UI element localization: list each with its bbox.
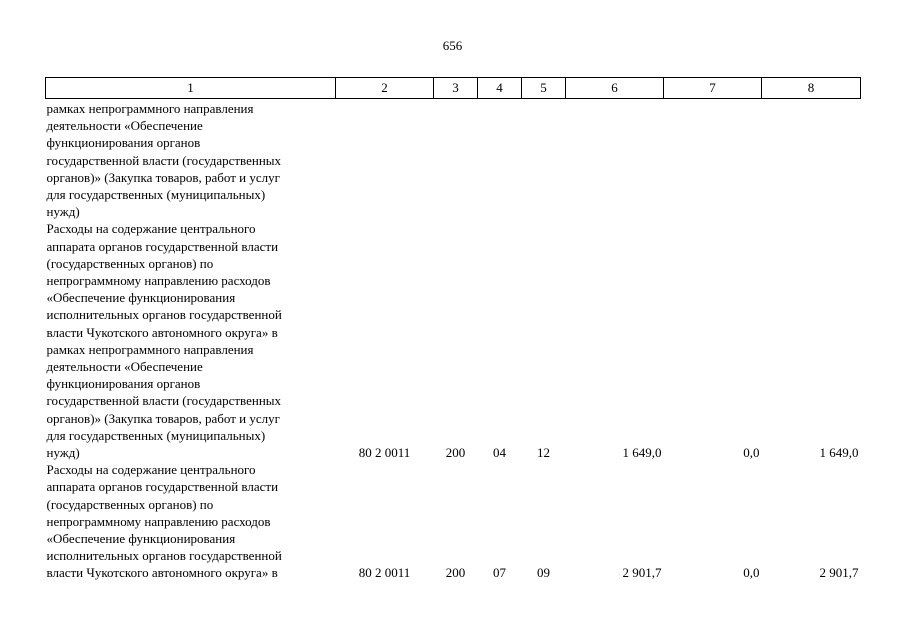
column-header-3: 3 (434, 78, 478, 99)
amount-col6-cell (566, 99, 664, 221)
amount-col6-cell: 1 649,0 (622, 445, 662, 461)
row-description: рамках непрограммного направления деятельности «Обеспечение функционирования органов государственной власти (государственных органов)» (Закупка товаров, работ и услуг для государственных (муниципальных) нужд) (46, 101, 282, 220)
amount-col8-cell: 1 649,0 (819, 445, 859, 461)
amount-col8-cell (762, 99, 861, 221)
section-cell: 04 (493, 445, 506, 461)
expense-type-cell (434, 99, 478, 221)
row-description: Расходы на содержание центрального аппарата органов государственной власти (государственных органов) по непрограммному направлению расходов «Обеспечение функционирования исполнительных органов государственной власти Чукотского автономного округа» в рамках непрограммного направления деятельности «Обеспечение функционирования органов государственной власти (государственных органов)» (Закупка товаров, работ и услуг для государственных (муниципальных) нужд) (46, 221, 282, 461)
table-header-row (46, 78, 861, 99)
table-row (46, 461, 861, 581)
section-cell (478, 99, 522, 221)
target-article-cell: 80 2 0011 (358, 445, 411, 461)
amount-col8-cell: 2 901,7 (819, 565, 859, 581)
target-article-cell (336, 99, 434, 221)
column-header-2: 2 (336, 78, 434, 99)
column-header-4: 4 (478, 78, 522, 99)
amount-col7-cell: 0,0 (743, 565, 760, 581)
budget-table (45, 77, 861, 582)
expense-type-cell: 200 (445, 445, 466, 461)
table-row (46, 99, 861, 221)
row-description: Расходы на содержание центрального аппарата органов государственной власти (государственных органов) по непрограммному направлению расходов «Обеспечение функционирования исполнительных органов государственной власти Чукотского автономного округа» в (46, 462, 282, 581)
column-header-1: 1 (46, 78, 336, 99)
target-article-cell: 80 2 0011 (358, 565, 411, 581)
page-number: 656 (442, 38, 463, 53)
column-header-7: 7 (664, 78, 762, 99)
section-cell: 07 (493, 565, 506, 581)
column-header-6: 6 (566, 78, 664, 99)
subsection-cell (522, 99, 566, 221)
subsection-cell: 12 (537, 445, 550, 461)
amount-col7-cell (664, 99, 762, 221)
column-header-8: 8 (762, 78, 861, 99)
amount-col6-cell: 2 901,7 (622, 565, 662, 581)
table-row (46, 220, 861, 461)
expense-type-cell: 200 (445, 565, 466, 581)
column-header-5: 5 (522, 78, 566, 99)
amount-col7-cell: 0,0 (743, 445, 760, 461)
subsection-cell: 09 (537, 565, 550, 581)
